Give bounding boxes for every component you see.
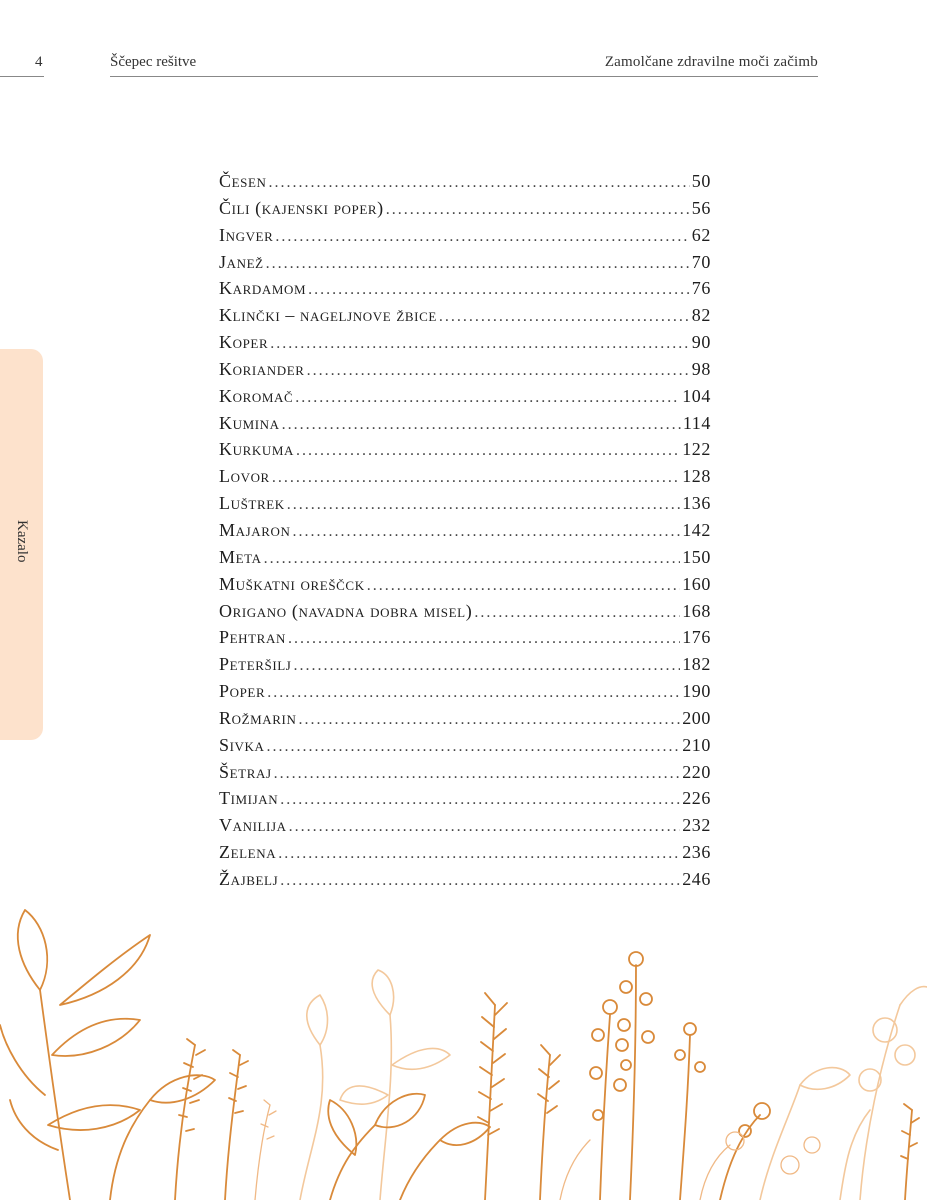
header-rule-left	[0, 76, 44, 77]
toc-entry-page: 98	[691, 358, 711, 379]
toc-entry[interactable]	[219, 466, 711, 493]
toc-entry-page: 56	[691, 197, 711, 218]
toc-entry-title: Kurkuma	[219, 439, 294, 460]
toc-entry-page: 70	[691, 251, 711, 272]
toc-entry-page: 128	[682, 466, 711, 487]
toc-entry-page: 246	[682, 868, 711, 889]
toc-entry[interactable]	[219, 171, 711, 198]
toc-leader-dots	[295, 389, 680, 407]
toc-entry-title: Zelena	[219, 842, 277, 863]
toc-leader-dots	[308, 281, 690, 299]
toc-entry-page: 190	[682, 681, 711, 702]
toc-entry-title: Poper	[219, 681, 266, 702]
toc-entry[interactable]	[219, 842, 711, 869]
toc-leader-dots	[474, 604, 680, 622]
toc-entry-title: Ingver	[219, 224, 274, 245]
toc-entry[interactable]	[219, 574, 711, 601]
toc-leader-dots	[275, 228, 689, 246]
toc-leader-dots	[278, 845, 680, 863]
toc-leader-dots	[272, 469, 680, 487]
toc-entry-page: 142	[682, 519, 711, 540]
toc-entry[interactable]	[219, 439, 711, 466]
toc-leader-dots	[288, 630, 680, 648]
toc-entry[interactable]	[219, 520, 711, 547]
toc-entry-page: 200	[682, 707, 711, 728]
toc-entry[interactable]	[219, 305, 711, 332]
toc-entry[interactable]	[219, 788, 711, 815]
toc-entry-title: Čili (kajenski poper)	[219, 197, 384, 218]
toc-leader-dots	[293, 523, 681, 541]
toc-entry[interactable]	[219, 252, 711, 279]
toc-entry-title: Majaron	[219, 519, 291, 540]
toc-leader-dots	[267, 738, 681, 756]
toc-entry-title: Sivka	[219, 734, 265, 755]
toc-entry-page: 168	[682, 600, 711, 621]
toc-entry-title: Luštrek	[219, 493, 285, 514]
toc-entry-page: 220	[682, 761, 711, 782]
toc-entry-title: Klinčki – nageljnove žbice	[219, 305, 437, 326]
toc-entry-title: Peteršilj	[219, 654, 292, 675]
toc-entry-title: Rožmarin	[219, 707, 297, 728]
toc-entry-page: 232	[682, 815, 711, 836]
header-rule	[110, 76, 818, 77]
toc-entry-page: 136	[682, 493, 711, 514]
toc-entry-page: 150	[682, 546, 711, 567]
toc-entry[interactable]	[219, 359, 711, 386]
toc-entry[interactable]	[219, 735, 711, 762]
toc-entry-page: 176	[682, 627, 711, 648]
toc-entry-title: Pehtran	[219, 627, 286, 648]
toc-entry[interactable]	[219, 815, 711, 842]
toc-entry-page: 62	[691, 224, 711, 245]
toc-entry-title: Janež	[219, 251, 264, 272]
toc-entry[interactable]	[219, 493, 711, 520]
toc-leader-dots	[269, 174, 690, 192]
section-title: Zamolčane zdravilne moči začimb	[604, 54, 818, 70]
toc-entry[interactable]	[219, 198, 711, 225]
toc-entry[interactable]	[219, 654, 711, 681]
toc-entry-title: Koriander	[219, 358, 305, 379]
toc-entry-title: Kardamom	[219, 278, 307, 299]
toc-entry[interactable]	[219, 708, 711, 735]
toc-leader-dots	[439, 308, 690, 326]
table-of-contents	[219, 171, 711, 896]
toc-leader-dots	[282, 416, 681, 434]
toc-entry[interactable]	[219, 601, 711, 628]
toc-entry[interactable]	[219, 869, 711, 896]
toc-entry-page: 236	[682, 842, 711, 863]
toc-entry-title: Muškatni oreščck	[219, 573, 365, 594]
toc-leader-dots	[289, 818, 681, 836]
toc-leader-dots	[386, 201, 690, 219]
toc-leader-dots	[274, 765, 681, 783]
toc-entry-title: Koper	[219, 332, 269, 353]
toc-entry-title: Šetraj	[219, 761, 272, 782]
herb-illustration	[0, 895, 927, 1200]
toc-entry-title: Origano (navadna dobra misel)	[219, 600, 473, 621]
toc-leader-dots	[293, 657, 680, 675]
toc-entry-page: 210	[682, 734, 711, 755]
toc-entry-title: Žajbelj	[219, 868, 279, 889]
toc-entry-title: Česen	[219, 171, 267, 191]
toc-entry-page: 76	[691, 278, 711, 299]
toc-leader-dots	[287, 496, 680, 514]
toc-entry-page: 104	[682, 385, 711, 406]
toc-leader-dots	[270, 335, 690, 353]
toc-entry-page: 50	[691, 171, 711, 191]
toc-entry[interactable]	[219, 681, 711, 708]
toc-entry[interactable]	[219, 762, 711, 789]
toc-leader-dots	[367, 577, 681, 595]
toc-entry-page: 82	[691, 305, 711, 326]
toc-entry-title: Koromač	[219, 385, 294, 406]
toc-leader-dots	[298, 711, 680, 729]
toc-entry[interactable]	[219, 278, 711, 305]
toc-entry[interactable]	[219, 386, 711, 413]
toc-entry-title: Lovor	[219, 466, 270, 487]
toc-leader-dots	[266, 255, 690, 273]
toc-leader-dots	[264, 550, 681, 568]
toc-entry[interactable]	[219, 413, 711, 440]
toc-leader-dots	[267, 684, 680, 702]
toc-entry-page: 182	[682, 654, 711, 675]
book-title: Ščepec rešitve	[110, 54, 197, 70]
toc-entry-page: 226	[682, 788, 711, 809]
toc-entry[interactable]	[219, 332, 711, 359]
toc-entry-page: 114	[682, 412, 711, 433]
toc-entry-title: Vanilija	[219, 815, 287, 836]
toc-entry-page: 122	[682, 439, 711, 460]
toc-leader-dots	[307, 362, 690, 380]
page-number: 4	[35, 54, 43, 70]
toc-entry[interactable]	[219, 225, 711, 252]
side-tab-label: Kazalo	[14, 520, 30, 563]
toc-entry-title: Timijan	[219, 788, 279, 809]
toc-entry-title: Kumina	[219, 412, 280, 433]
toc-entry-page: 160	[682, 573, 711, 594]
toc-entry[interactable]	[219, 547, 711, 574]
toc-entry-page: 90	[691, 332, 711, 353]
toc-entry-title: Meta	[219, 546, 262, 567]
toc-leader-dots	[296, 442, 680, 460]
toc-leader-dots	[280, 791, 680, 809]
toc-entry[interactable]	[219, 627, 711, 654]
toc-leader-dots	[280, 872, 680, 890]
